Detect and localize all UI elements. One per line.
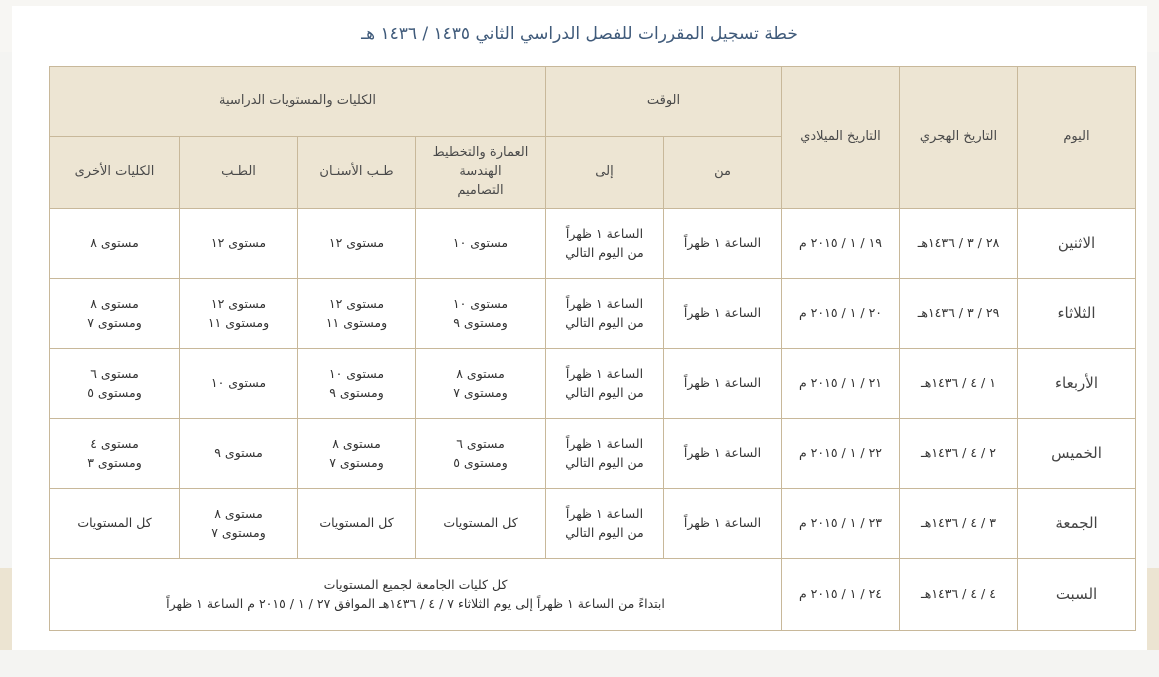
level-text: مستوى ٨	[90, 235, 139, 251]
document-title: خطة تسجيل المقررات للفصل الدراسي الثاني ١٤٣٥ / ١٤٣٦ هـ	[361, 24, 798, 44]
day-cell: الأربعاء	[1018, 349, 1136, 419]
level-text: ومستوى ٣	[87, 454, 142, 470]
header-colleges-levels: الكليات والمستويات الدراسية	[50, 67, 546, 137]
gregorian-date-cell: ٢١ / ١ / ٢٠١٥ م	[782, 349, 900, 419]
architecture-cell	[416, 489, 546, 559]
header-architecture-line: العمارة والتخطيط	[432, 145, 529, 161]
dentistry-cell	[298, 279, 416, 349]
table-row	[50, 209, 1136, 279]
level-text: مستوى ١٠	[452, 235, 509, 251]
level-text: ومستوى ٧	[211, 524, 266, 540]
architecture-cell	[416, 279, 546, 349]
other-colleges-cell	[50, 279, 180, 349]
level-text: مستوى ١٢	[210, 296, 267, 312]
header-dentistry: طـب الأسنـان	[298, 137, 416, 209]
header-architecture	[416, 137, 546, 209]
header-to: إلى	[546, 137, 664, 209]
other-colleges-cell	[50, 209, 180, 279]
level-text: مستوى ٨	[456, 366, 505, 382]
time-to-cell	[546, 419, 664, 489]
note-line: كل كليات الجامعة لجميع المستويات	[323, 577, 508, 593]
gregorian-date-cell: ٢٣ / ١ / ٢٠١٥ م	[782, 489, 900, 559]
level-text: مستوى ٨	[332, 436, 381, 452]
level-text: مستوى ١٠	[452, 296, 509, 312]
hijri-date-cell: ١ / ٤ / ١٤٣٦هـ	[900, 349, 1018, 419]
level-text: مستوى ٨	[90, 296, 139, 312]
header-other-colleges: الكليات الأخرى	[50, 137, 180, 209]
level-text: مستوى ٩	[214, 445, 263, 461]
architecture-cell	[416, 419, 546, 489]
time-to-line: من اليوم التالي	[565, 454, 644, 470]
time-to-line: الساعة ١ ظهراً	[565, 436, 644, 452]
header-day: اليوم	[1018, 67, 1136, 209]
level-text: كل المستويات	[319, 515, 394, 531]
day-cell: الاثنين	[1018, 209, 1136, 279]
header-medicine: الطـب	[180, 137, 298, 209]
time-to-line: من اليوم التالي	[565, 314, 644, 330]
dentistry-cell	[298, 489, 416, 559]
level-text: ومستوى ٧	[453, 384, 508, 400]
time-from-cell: الساعة ١ ظهراً	[664, 419, 782, 489]
table-row	[50, 419, 1136, 489]
medicine-cell	[180, 349, 298, 419]
time-from-cell: الساعة ١ ظهراً	[664, 209, 782, 279]
day-cell: الجمعة	[1018, 489, 1136, 559]
gregorian-date-cell: ٢٠ / ١ / ٢٠١٥ م	[782, 279, 900, 349]
time-to-cell	[546, 209, 664, 279]
level-text: ومستوى ١١	[325, 314, 388, 330]
hijri-date-cell: ٢٨ / ٣ / ١٤٣٦هـ	[900, 209, 1018, 279]
other-colleges-cell	[50, 419, 180, 489]
hijri-date-cell: ٢٩ / ٣ / ١٤٣٦هـ	[900, 279, 1018, 349]
time-to-cell	[546, 489, 664, 559]
other-colleges-cell	[50, 489, 180, 559]
day-cell: الخميس	[1018, 419, 1136, 489]
level-text: مستوى ١٢	[328, 235, 385, 251]
table-row	[50, 489, 1136, 559]
time-to-line: من اليوم التالي	[565, 384, 644, 400]
time-to-cell	[546, 279, 664, 349]
level-text: مستوى ٨	[214, 506, 263, 522]
dentistry-cell	[298, 349, 416, 419]
time-from-cell: الساعة ١ ظهراً	[664, 489, 782, 559]
hijri-date-cell: ٢ / ٤ / ١٤٣٦هـ	[900, 419, 1018, 489]
level-text: مستوى ٦	[456, 436, 505, 452]
time-from-cell: الساعة ١ ظهراً	[664, 349, 782, 419]
level-text: كل المستويات	[443, 515, 518, 531]
time-to-cell	[546, 349, 664, 419]
header-gregorian-date: التاريخ الميلادي	[782, 67, 900, 209]
header-row-1	[50, 67, 1136, 137]
gregorian-date-cell: ١٩ / ١ / ٢٠١٥ م	[782, 209, 900, 279]
level-text: مستوى ١٢	[210, 235, 267, 251]
medicine-cell	[180, 279, 298, 349]
level-text: مستوى ١٠	[328, 366, 385, 382]
level-text: ومستوى ٧	[87, 314, 142, 330]
level-text: مستوى ٤	[90, 436, 139, 452]
hijri-date-cell: ٣ / ٤ / ١٤٣٦هـ	[900, 489, 1018, 559]
gregorian-date-cell: ٢٢ / ١ / ٢٠١٥ م	[782, 419, 900, 489]
header-architecture-line: التصاميم	[457, 182, 504, 198]
level-text: كل المستويات	[77, 515, 152, 531]
day-cell: الثلاثاء	[1018, 279, 1136, 349]
day-cell: السبت	[1018, 559, 1136, 631]
medicine-cell	[180, 419, 298, 489]
other-colleges-cell	[50, 349, 180, 419]
gregorian-date-cell: ٢٤ / ١ / ٢٠١٥ م	[782, 559, 900, 631]
all-colleges-note-cell	[50, 559, 782, 631]
level-text: ومستوى ٩	[453, 314, 508, 330]
medicine-cell	[180, 489, 298, 559]
level-text: ومستوى ٥	[453, 454, 508, 470]
level-text: ومستوى ١١	[207, 314, 270, 330]
level-text: مستوى ١٢	[328, 296, 385, 312]
time-from-cell: الساعة ١ ظهراً	[664, 279, 782, 349]
table-row	[50, 349, 1136, 419]
medicine-cell	[180, 209, 298, 279]
table-row	[50, 279, 1136, 349]
level-text: مستوى ١٠	[210, 375, 267, 391]
level-text: ومستوى ٥	[87, 384, 142, 400]
header-architecture-line: الهندسة	[459, 164, 502, 180]
time-to-line: الساعة ١ ظهراً	[565, 296, 644, 312]
table-row-saturday	[50, 559, 1136, 631]
architecture-cell	[416, 209, 546, 279]
header-hijri-date: التاريخ الهجري	[900, 67, 1018, 209]
dentistry-cell	[298, 419, 416, 489]
header-from: من	[664, 137, 782, 209]
time-to-line: من اليوم التالي	[565, 524, 644, 540]
level-text: ومستوى ٩	[329, 384, 384, 400]
level-text: مستوى ٦	[90, 366, 139, 382]
time-to-line: الساعة ١ ظهراً	[565, 366, 644, 382]
header-time: الوقت	[546, 67, 782, 137]
architecture-cell	[416, 349, 546, 419]
time-to-line: الساعة ١ ظهراً	[565, 226, 644, 242]
dentistry-cell	[298, 209, 416, 279]
hijri-date-cell: ٤ / ٤ / ١٤٣٦هـ	[900, 559, 1018, 631]
time-to-line: الساعة ١ ظهراً	[565, 506, 644, 522]
time-to-line: من اليوم التالي	[565, 244, 644, 260]
level-text: ومستوى ٧	[329, 454, 384, 470]
footer-band	[0, 650, 1159, 677]
registration-schedule-table	[49, 66, 1136, 631]
note-line: ابتداءً من الساعة ١ ظهراً إلى يوم الثلاثاء ٧ / ٤ / ١٤٣٦هـ الموافق ٢٧ / ١ / ٢٠١٥ م الساعة ١ ظهراً	[166, 595, 665, 611]
